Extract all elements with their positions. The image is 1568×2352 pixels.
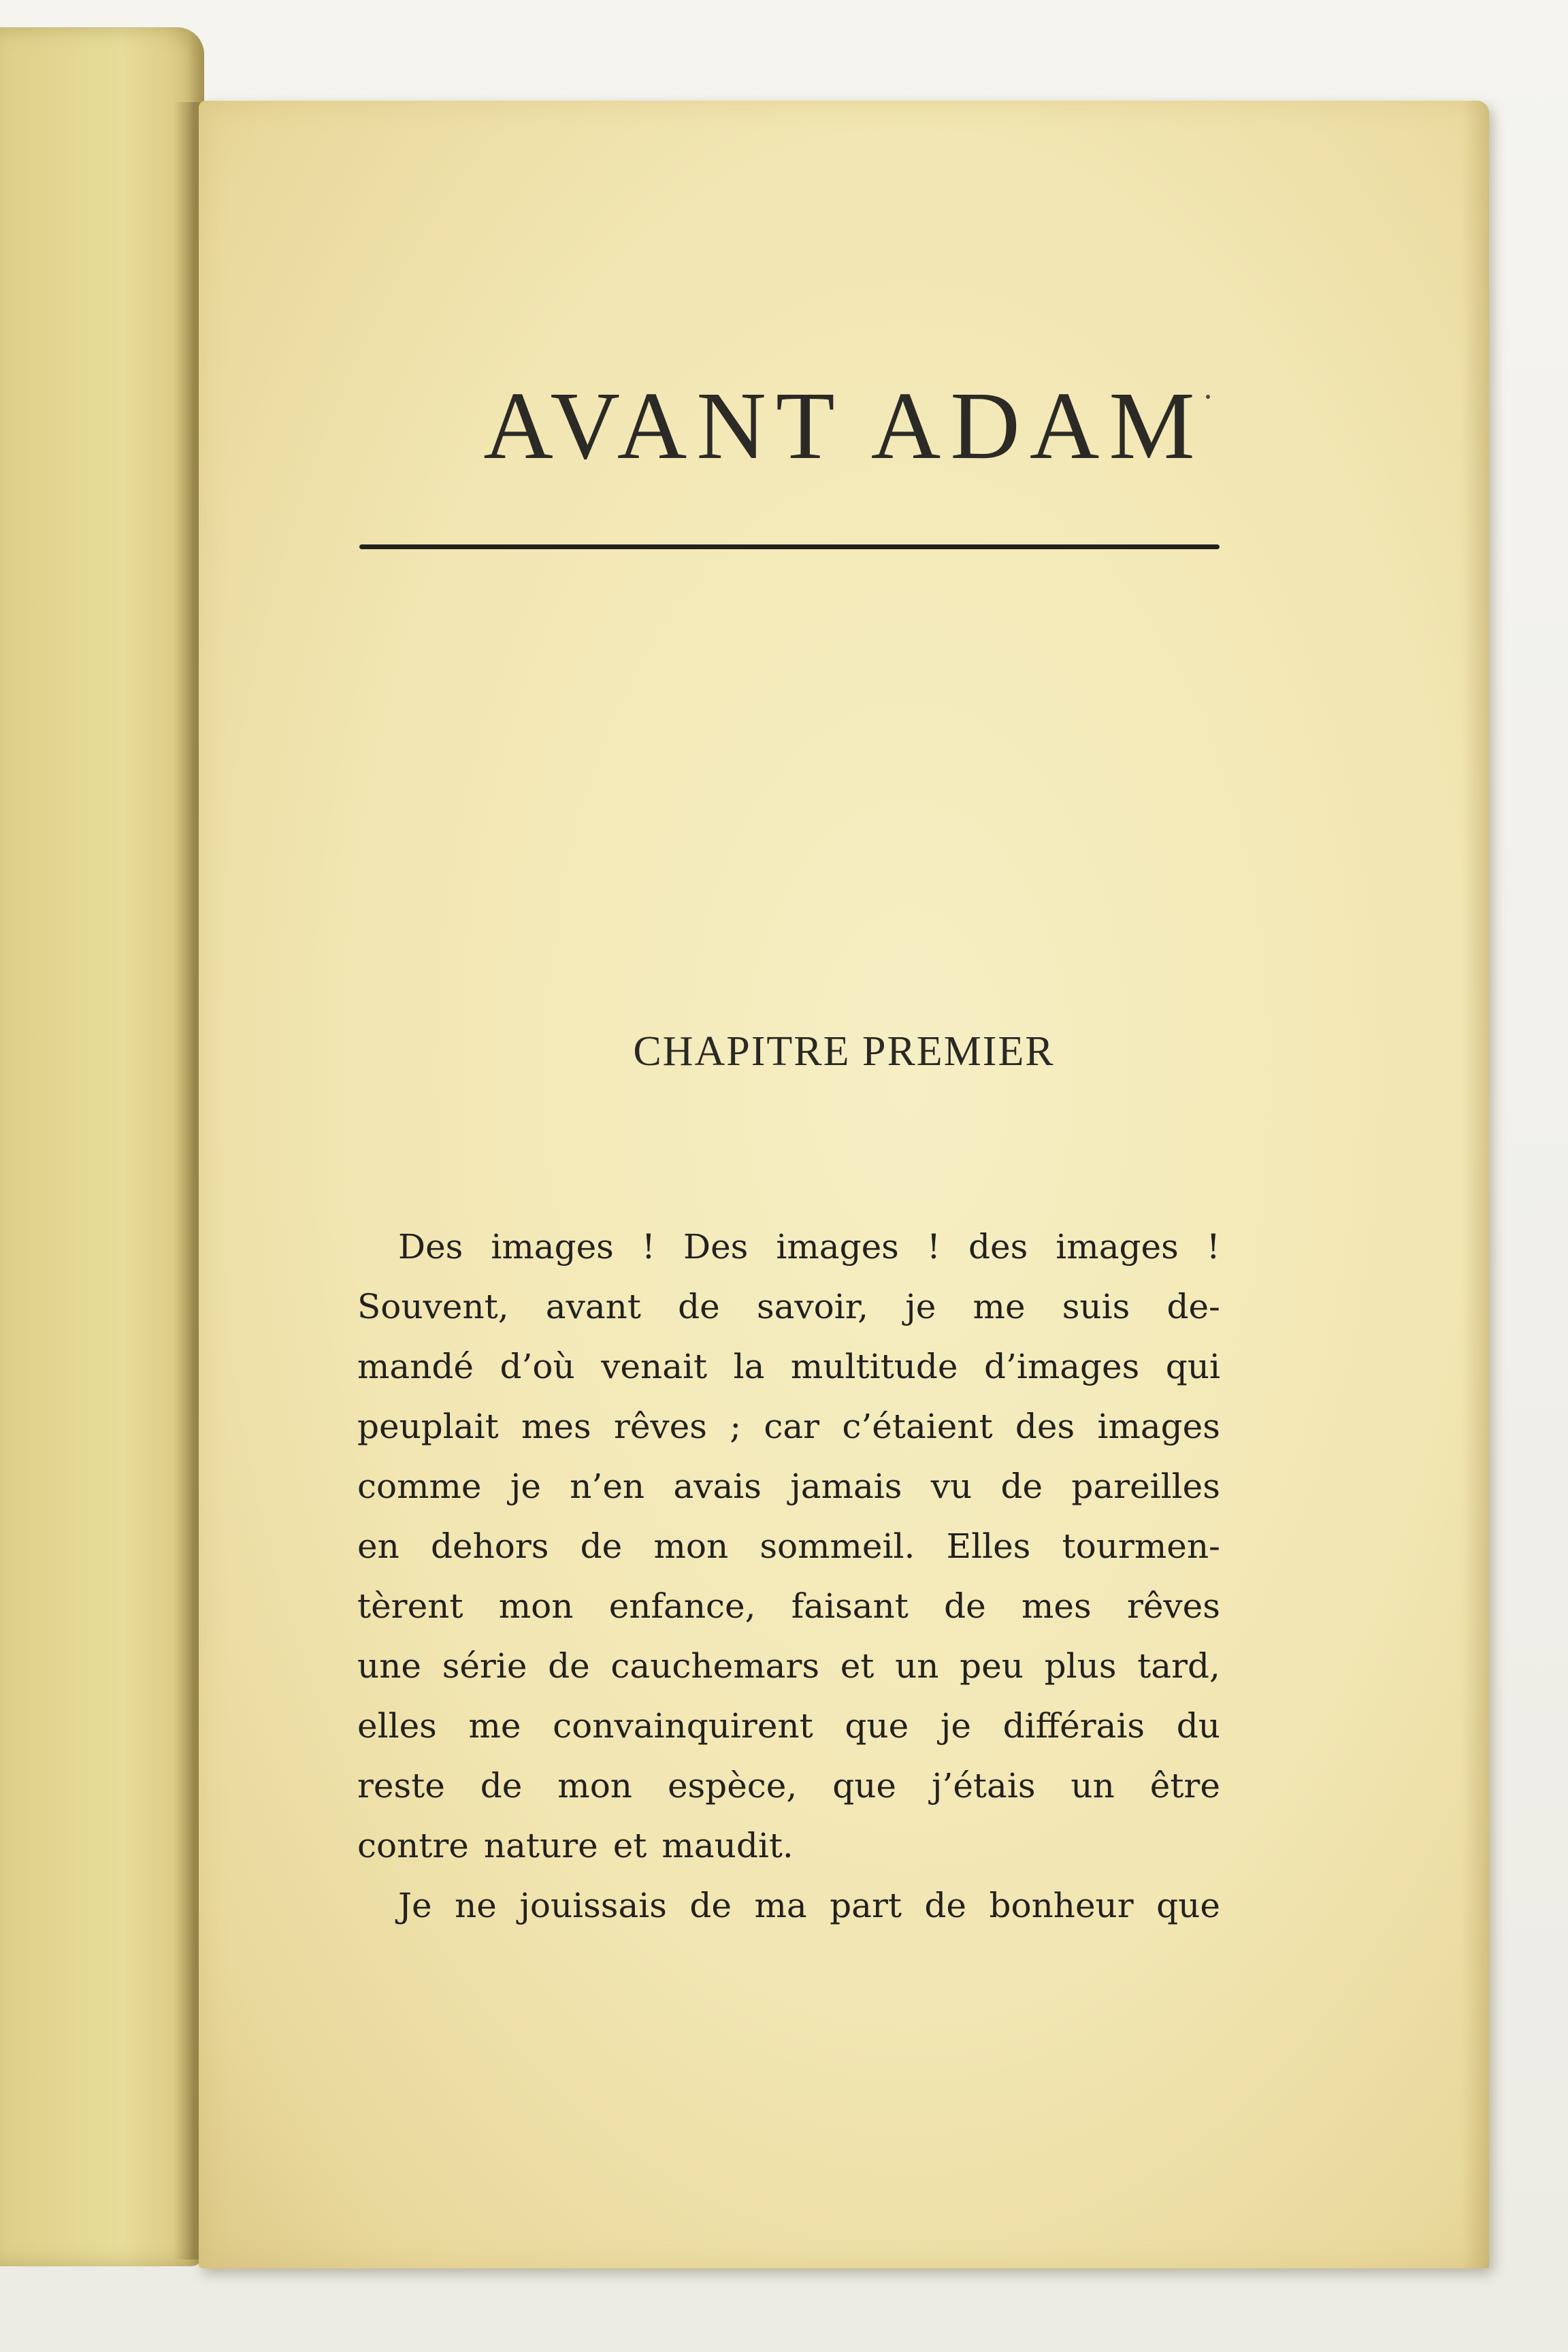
text-line: contre nature et maudit.	[357, 1826, 794, 1865]
text-line: elles me convainquirent que je différais du	[357, 1706, 1220, 1746]
book-title: AVANT ADAM	[483, 372, 1205, 479]
text-line: mandé d’où venait la multitude d’images qui	[357, 1347, 1220, 1386]
text-line: tèrent mon enfance, faisant de mes rêves	[357, 1586, 1220, 1626]
text-line: peuplait mes rêves ; car c’étaient des images	[357, 1407, 1220, 1446]
title-underline-rule	[359, 544, 1220, 549]
text-line: Je ne jouissais de ma part de bonheur que	[398, 1886, 1220, 1925]
text-line: reste de mon espèce, que j’étais un être	[357, 1766, 1220, 1806]
text-line: une série de cauchemars et un peu plus tard,	[357, 1646, 1220, 1686]
text-line: comme je n’en avais jamais vu de pareilles	[357, 1467, 1220, 1506]
text-line: Des images ! Des images ! des images !	[398, 1227, 1220, 1267]
chapter-heading: CHAPITRE PREMIER	[633, 1028, 1055, 1075]
book-page	[199, 101, 1489, 2268]
text-line: en dehors de mon sommeil. Elles tourmen-	[357, 1526, 1220, 1566]
body-text	[357, 1217, 1220, 1936]
ink-speck	[1206, 395, 1210, 399]
text-line: Souvent, avant de savoir, je me suis de-	[357, 1287, 1220, 1326]
